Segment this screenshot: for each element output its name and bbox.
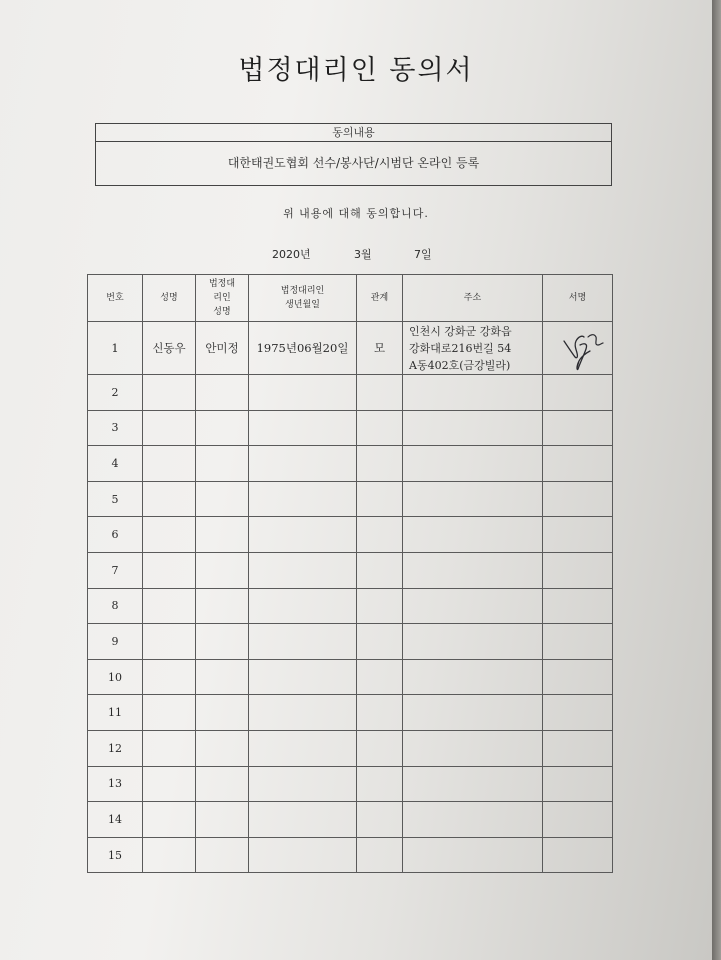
row-relation [357,659,403,695]
row-name [143,695,196,731]
row-guardian-name [196,837,249,873]
address-line: 강화대로216번길 54 [409,341,512,355]
row-no: 4 [88,446,143,482]
table-row [88,375,613,411]
date-day: 7일 [414,248,432,261]
table-row [88,695,613,731]
consent-body: 대한태권도협회 선수/봉사단/시범단 온라인 등록 [227,156,480,170]
row-relation [357,802,403,838]
row-guardian-name [196,517,249,553]
table-row [88,766,613,802]
row-relation [357,375,403,411]
row-address [403,730,543,766]
document-title: 법정대리인 동의서 [238,55,474,86]
row-signature [543,517,613,553]
row-signature [543,624,613,660]
row-no: 14 [88,802,143,838]
row-guardian-birth [249,802,357,838]
table-row [88,588,613,624]
row-no: 8 [88,588,143,624]
row-guardian-name [196,730,249,766]
row-guardian-name [196,624,249,660]
desk-edge [712,0,721,960]
row-address [403,322,543,375]
address-line: A동402호(금강빌라) [409,358,511,372]
row-guardian-birth [249,375,357,411]
row-address [403,659,543,695]
row-guardian-birth [249,837,357,873]
row-address [403,588,543,624]
row-name [143,446,196,482]
table-row [88,624,613,660]
handwritten-signature [550,323,606,373]
row-signature [543,588,613,624]
row-guardian-name [196,410,249,446]
row-name [143,837,196,873]
table-row [88,322,613,375]
row-guardian-birth [249,659,357,695]
row-guardian-name [196,802,249,838]
row-address [403,766,543,802]
row-signature [543,837,613,873]
row-no: 6 [88,517,143,553]
row-address [403,446,543,482]
row-relation [357,552,403,588]
row-guardian-name [196,659,249,695]
row-guardian-name [196,446,249,482]
row-relation [357,837,403,873]
table-row [88,481,613,517]
row-signature [543,481,613,517]
row-signature [543,695,613,731]
row-no: 9 [88,624,143,660]
address-line: 인천시 강화군 강화읍 [409,324,512,338]
row-address [403,481,543,517]
row-guardian-birth [249,446,357,482]
row-address [403,552,543,588]
header-no: 번호 [88,275,143,322]
header-guardian-birth-line: 법정대리인 [280,286,325,296]
header-guardian-name-line: 리인 [213,293,231,303]
row-address [403,517,543,553]
row-no: 7 [88,552,143,588]
row-name [143,481,196,517]
table-header-row [88,275,613,322]
row-relation [357,624,403,660]
row-guardian-birth [249,517,357,553]
row-relation [357,730,403,766]
date-month: 3월 [354,248,372,261]
header-name: 성명 [143,275,196,322]
row-name [143,588,196,624]
row-name [143,624,196,660]
row-guardian-name [196,552,249,588]
date-year: 2020년 [272,248,311,261]
row-name [143,375,196,411]
row-address [403,375,543,411]
row-relation [357,695,403,731]
row-guardian-name: 안미정 [196,322,249,375]
row-no: 3 [88,410,143,446]
row-name [143,517,196,553]
row-signature [543,375,613,411]
table-row [88,659,613,695]
row-guardian-name [196,481,249,517]
row-no: 11 [88,695,143,731]
header-guardian-name-line: 법정대 [208,279,236,289]
row-address [403,624,543,660]
header-guardian-birth-line: 생년월일 [285,300,320,310]
row-signature [543,446,613,482]
table-row [88,446,613,482]
row-signature [543,802,613,838]
row-guardian-birth: 1975년06월20일 [249,322,357,375]
consent-box [95,123,612,186]
row-name [143,659,196,695]
row-guardian-birth [249,624,357,660]
header-guardian-name-line: 성명 [213,307,231,317]
row-name [143,766,196,802]
row-signature [543,659,613,695]
row-no: 5 [88,481,143,517]
table-row [88,552,613,588]
signature-table [87,274,613,873]
row-name [143,552,196,588]
header-guardian-birth [249,275,357,322]
row-guardian-birth [249,481,357,517]
row-guardian-birth [249,552,357,588]
row-signature [543,552,613,588]
row-no: 2 [88,375,143,411]
row-relation [357,588,403,624]
row-name [143,802,196,838]
row-relation [357,517,403,553]
row-guardian-birth [249,588,357,624]
row-guardian-name [196,695,249,731]
table-row [88,730,613,766]
row-no: 13 [88,766,143,802]
row-relation [357,766,403,802]
row-guardian-birth [249,410,357,446]
header-relation: 관계 [357,275,403,322]
row-no: 1 [88,322,143,375]
table-row [88,802,613,838]
row-no: 12 [88,730,143,766]
row-signature [543,410,613,446]
row-name: 신동우 [143,322,196,375]
table-row [88,837,613,873]
row-guardian-name [196,766,249,802]
row-signature [543,766,613,802]
row-guardian-name [196,588,249,624]
header-signature: 서명 [543,275,613,322]
row-address [403,837,543,873]
row-guardian-birth [249,695,357,731]
row-relation [357,446,403,482]
row-address [403,410,543,446]
row-name [143,410,196,446]
row-name [143,730,196,766]
row-signature [543,730,613,766]
row-guardian-birth [249,730,357,766]
row-guardian-birth [249,766,357,802]
row-no: 10 [88,659,143,695]
row-address [403,802,543,838]
row-relation [357,481,403,517]
row-signature [543,322,613,375]
consent-header: 동의내용 [96,124,611,142]
agreement-statement: 위 내용에 대해 동의합니다. [283,207,429,220]
table-row [88,410,613,446]
row-address [403,695,543,731]
header-address: 주소 [403,275,543,322]
table-row [88,517,613,553]
row-no: 15 [88,837,143,873]
row-relation [357,410,403,446]
header-guardian-name [196,275,249,322]
row-guardian-name [196,375,249,411]
row-relation: 모 [357,322,403,375]
